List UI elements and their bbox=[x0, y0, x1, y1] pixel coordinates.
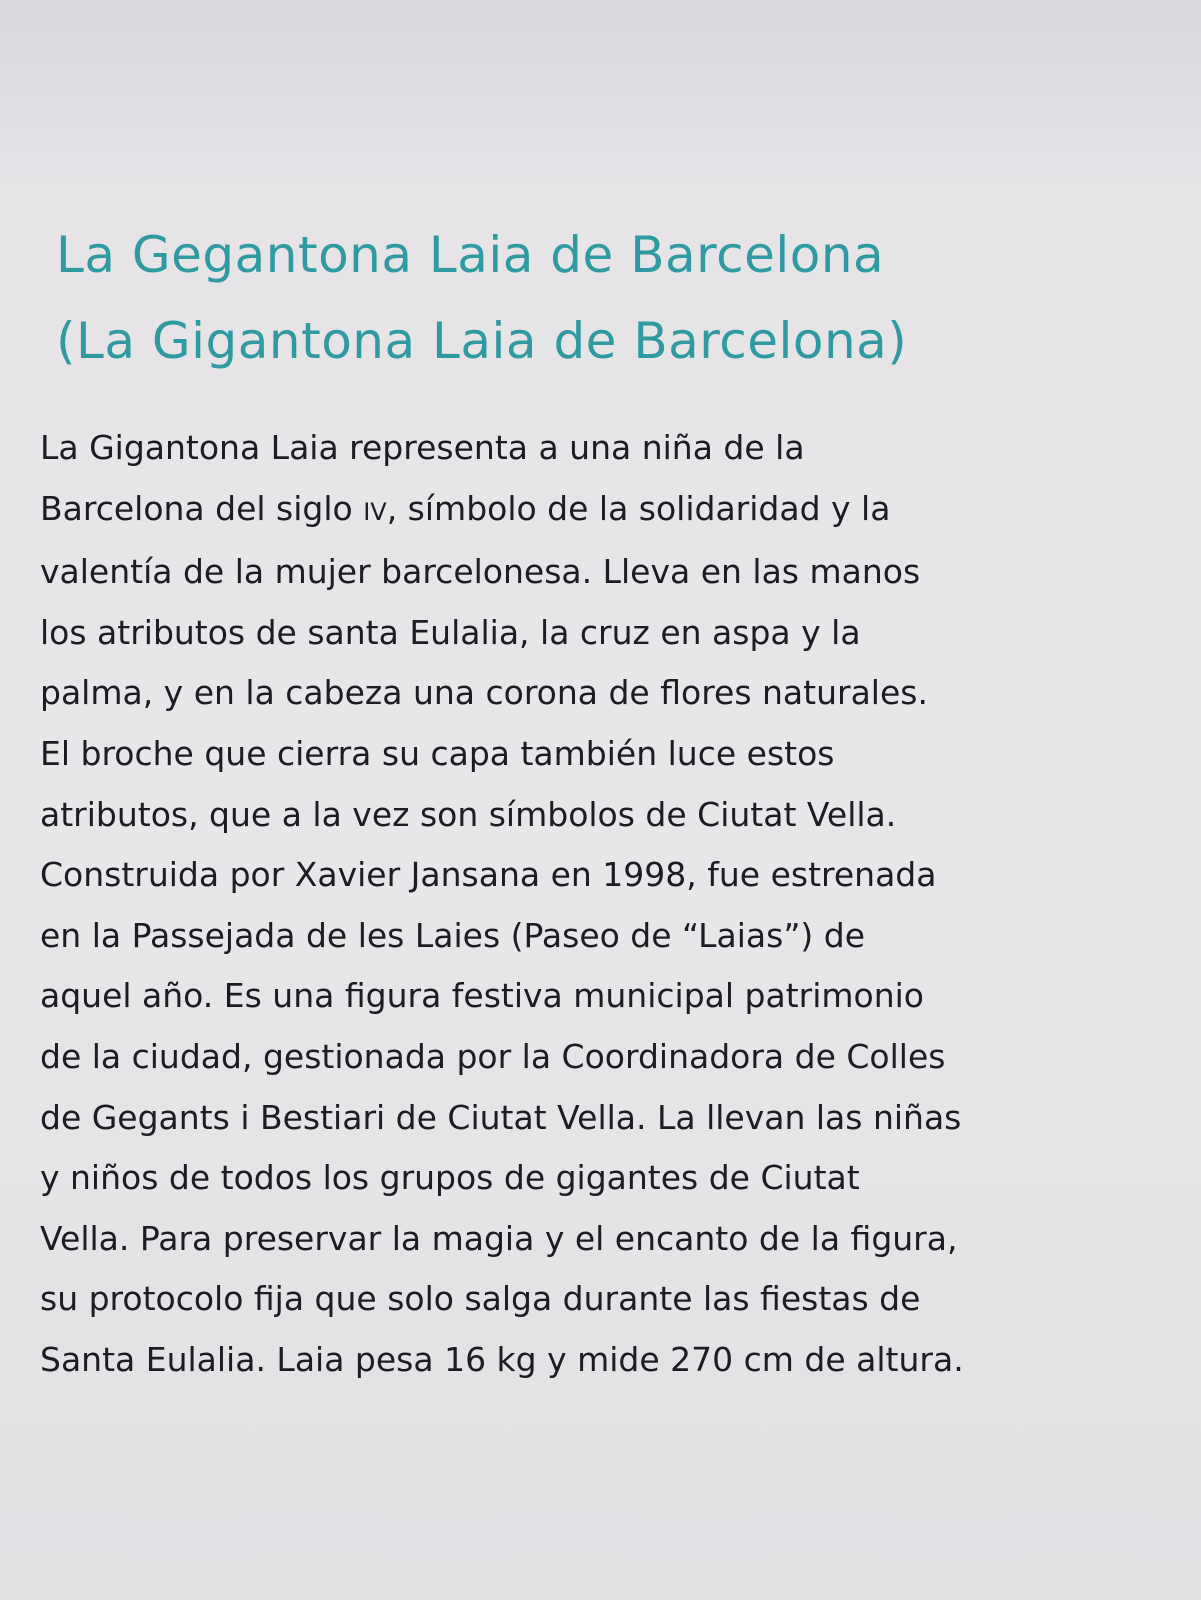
century-numeral: IV bbox=[363, 497, 387, 526]
text-fragment: , símbolo de la solidaridad y la bbox=[386, 488, 891, 528]
title-line-catalan: La Gegantona Laia de Barcelona bbox=[56, 226, 885, 284]
text-line: El broche que cierra su capa también luce estos bbox=[40, 733, 835, 773]
text-line: Construida por Xavier Jansana en 1998, fue estrenada bbox=[40, 855, 937, 895]
text-line: valentía de la mujer barcelonesa. Lleva en las manos bbox=[40, 552, 921, 592]
description-text bbox=[40, 418, 964, 1391]
text-line: su protocolo fija que solo salga durante las fiestas de bbox=[40, 1279, 921, 1319]
text-line: los atributos de santa Eulalia, la cruz en aspa y la bbox=[40, 612, 861, 652]
text-line: en la Passejada de les Laies (Paseo de “Laias”) de bbox=[40, 915, 866, 955]
text-line: de la ciudad, gestionada por la Coordinadora de Colles bbox=[40, 1036, 946, 1076]
text-line: La Gigantona Laia representa a una niña de la bbox=[40, 428, 805, 467]
text-fragment: Barcelona del siglo bbox=[40, 488, 364, 528]
text-line: aquel año. Es una figura festiva municipal patrimonio bbox=[40, 976, 924, 1016]
text-line: atributos, que a la vez son símbolos de Ciutat Vella. bbox=[40, 794, 897, 834]
text-line: palma, y en la cabeza una corona de flores naturales. bbox=[40, 673, 928, 713]
panel-title bbox=[56, 212, 907, 384]
text-line: de Gegants i Bestiari de Ciutat Vella. La llevan las niñas bbox=[40, 1097, 962, 1137]
title-line-spanish: (La Gigantona Laia de Barcelona) bbox=[56, 312, 908, 370]
text-line: y niños de todos los grupos de gigantes de Ciutat bbox=[40, 1158, 860, 1198]
text-line: Vella. Para preservar la magia y el encanto de la figura, bbox=[40, 1218, 958, 1258]
text-line bbox=[40, 479, 964, 543]
text-line: Santa Eulalia. Laia pesa 16 kg y mide 270 cm de altura. bbox=[40, 1339, 964, 1379]
